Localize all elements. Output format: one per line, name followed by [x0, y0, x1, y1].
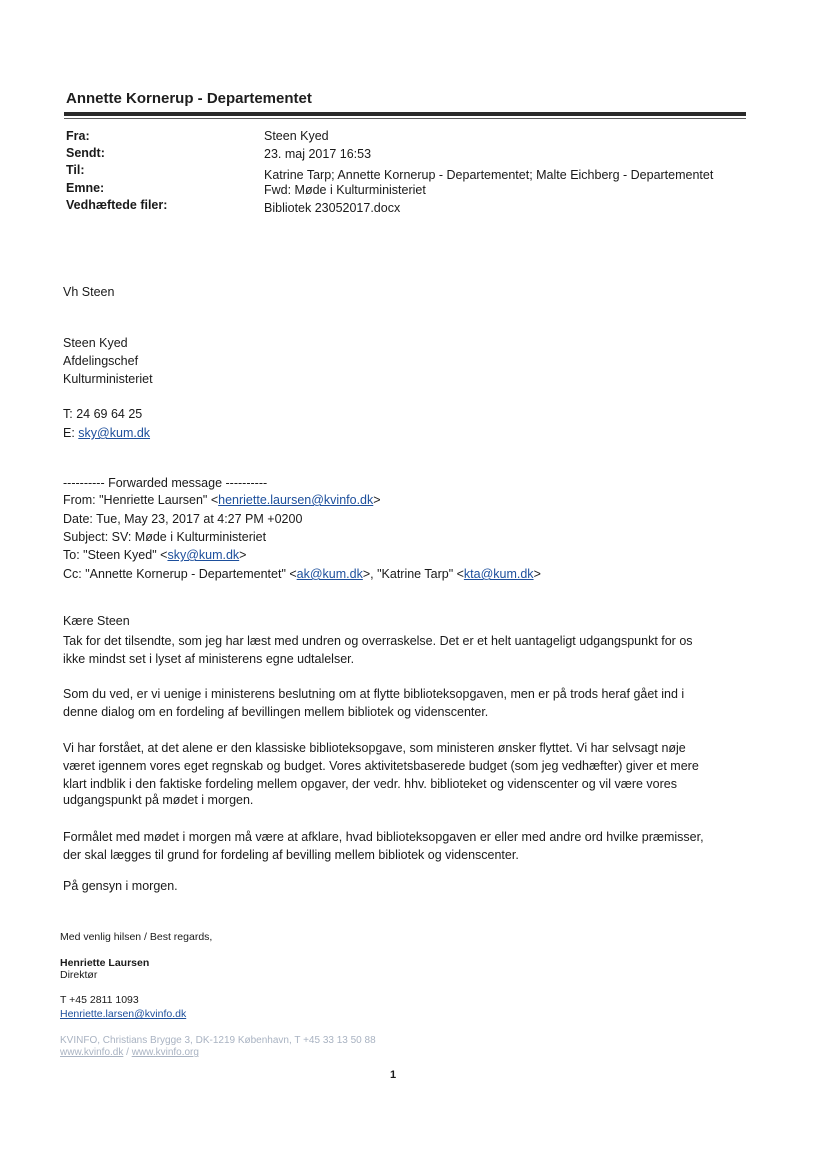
forwarded-banner: ---------- Forwarded message ----------	[63, 476, 268, 490]
message-p1-line1: Tak for det tilsendte, som jeg har læst med undren og overraskelse. Det er et helt uantageligt udgangspunkt for os	[63, 634, 693, 648]
message-p4-line2: der skal lægges til grund for fordeling af bevilling mellem bibliotek og videnscenter.	[63, 848, 519, 862]
signature-website-dk[interactable]: www.kvinfo.dk	[60, 1047, 124, 1058]
message-salutation: Kære Steen	[63, 614, 130, 628]
forwarded-subject: Subject: SV: Møde i Kulturministeriet	[63, 530, 267, 544]
subject-label: Emne:	[66, 181, 105, 195]
mailbox-owner-name: Annette Kornerup - Departementet	[66, 90, 312, 107]
sender-email-link[interactable]: sky@kum.dk	[78, 426, 151, 440]
forwarded-date: Date: Tue, May 23, 2017 at 4:27 PM +0200	[63, 512, 303, 526]
forwarded-to-suffix: >	[239, 548, 247, 562]
header-rule	[64, 112, 746, 116]
message-p2-line1: Som du ved, er vi uenige i ministerens beslutning om at flytte biblioteksopgaven, men er på trods heraf gået ind i	[63, 687, 685, 701]
forwarded-cc	[63, 567, 541, 581]
sender-email-line	[63, 426, 150, 440]
message-p2-line2: denne dialog om en fordeling af bevillingen mellem bibliotek og videnscenter.	[63, 705, 489, 719]
signature-regards: Med venlig hilsen / Best regards,	[60, 931, 213, 943]
message-p1-line2: ikke mindst set i lyset af ministerens egne udtalelser.	[63, 652, 355, 666]
signature-phone: T +45 2811 1093	[60, 994, 139, 1006]
from-value: Steen Kyed	[264, 129, 329, 143]
message-p4-line1: Formålet med mødet i morgen må være at afklare, hvad biblioteksopgaven er eller med andre ord hvilke præmisser,	[63, 830, 704, 844]
sender-title: Afdelingschef	[63, 354, 139, 368]
forwarded-cc-mid: >, "Katrine Tarp" <	[362, 567, 464, 581]
greeting: Vh Steen	[63, 285, 115, 299]
sender-org: Kulturministeriet	[63, 372, 153, 386]
sent-value: 23. maj 2017 16:53	[264, 147, 372, 161]
page-number: 1	[390, 1069, 397, 1081]
sender-phone: T: 24 69 64 25	[63, 407, 143, 421]
header-rule-thin	[64, 118, 746, 119]
message-p3-line1: Vi har forstået, at det alene er den klassiske biblioteksopgave, som ministeren ønsker flyttet. Vi har selvsagt nøje	[63, 741, 686, 755]
forwarded-to-email[interactable]: sky@kum.dk	[167, 548, 240, 562]
forwarded-cc-prefix: Cc: "Annette Kornerup - Departementet" <	[63, 567, 297, 581]
message-p3-line3: klart indblik i den faktiske fordeling mellem opgaver, der vedr. hhv. biblioteket og videnscenter og vil være vores	[63, 777, 677, 791]
signature-websites	[60, 1047, 199, 1058]
signature-website-sep: /	[123, 1047, 132, 1058]
to-value: Katrine Tarp; Annette Kornerup - Departementet; Malte Eichberg - Departementet	[264, 168, 714, 182]
forwarded-from-suffix: >	[373, 493, 381, 507]
signature-email-link[interactable]: Henriette.larsen@kvinfo.dk	[60, 1008, 187, 1020]
sender-email-prefix: E:	[63, 426, 79, 440]
signature-address: KVINFO, Christians Brygge 3, DK-1219 København, T +45 33 13 50 88	[60, 1035, 376, 1046]
message-p3-line2: været igennem vores eget regnskab og budget. Vores aktivitetsbaserede budget (som jeg vedhæfter) giver et mere	[63, 759, 699, 773]
to-label: Til:	[66, 163, 85, 177]
forwarded-to	[63, 548, 246, 562]
sender-name: Steen Kyed	[63, 336, 128, 350]
message-closing: På gensyn i morgen.	[63, 879, 178, 893]
attachments-label: Vedhæftede filer:	[66, 198, 168, 212]
signature-name: Henriette Laursen	[60, 957, 150, 969]
from-label: Fra:	[66, 129, 90, 143]
subject-value: Fwd: Møde i Kulturministeriet	[264, 183, 426, 197]
forwarded-cc-email-2[interactable]: kta@kum.dk	[463, 567, 534, 581]
message-p3-line4: udgangspunkt på mødet i morgen.	[63, 793, 254, 807]
sent-label: Sendt:	[66, 146, 105, 160]
attachments-value[interactable]: Bibliotek 23052017.docx	[264, 201, 401, 215]
forwarded-to-prefix: To: "Steen Kyed" <	[63, 548, 168, 562]
forwarded-from-prefix: From: "Henriette Laursen" <	[63, 493, 219, 507]
signature-website-org[interactable]: www.kvinfo.org	[131, 1047, 199, 1058]
signature-title: Direktør	[60, 969, 98, 981]
forwarded-cc-suffix: >	[533, 567, 541, 581]
forwarded-cc-email-1[interactable]: ak@kum.dk	[296, 567, 363, 581]
forwarded-from-email[interactable]: henriette.laursen@kvinfo.dk	[218, 493, 374, 507]
forwarded-from	[63, 493, 381, 507]
